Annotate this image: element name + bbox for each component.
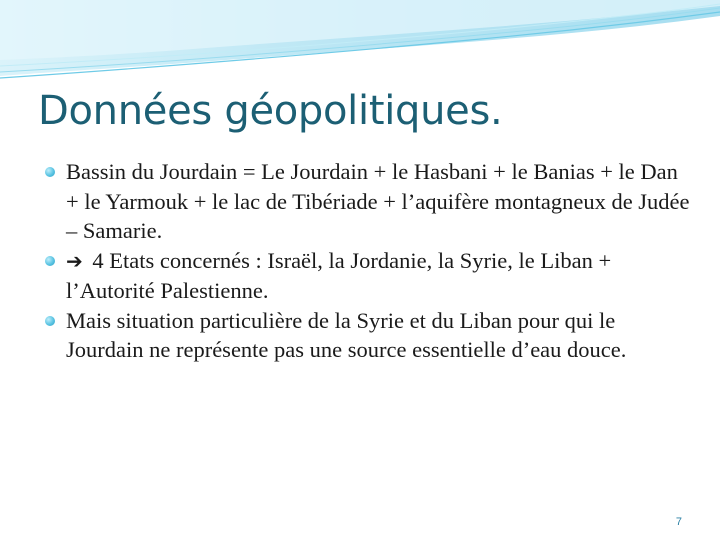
page-number: 7 [675, 516, 682, 528]
bullet-item [44, 157, 694, 246]
bullet-dot-icon [45, 167, 55, 177]
slide-title: Données géopolitiques. [38, 88, 503, 134]
right-arrow-icon: ➔ [66, 248, 83, 273]
bullet-item [44, 306, 694, 365]
bullet-dot-icon [45, 256, 55, 266]
bullet-dot-icon [45, 316, 55, 326]
bullet-text: 4 Etats concernés : Israël, la Jordanie, la Syrie, le Liban + l’Autorité Palestienne. [66, 247, 612, 303]
bullet-item [44, 246, 694, 306]
bullet-list [44, 157, 694, 365]
bullet-text: Mais situation particulière de la Syrie et du Liban pour qui le Jourdain ne représente pas une source essentielle d’eau douce. [66, 307, 627, 362]
bullet-text: Bassin du Jourdain = Le Jourdain + le Hasbani + le Banias + le Dan + le Yarmouk + le lac de Tibériade + l’aquifère montagneux de Judée – Samarie. [66, 159, 690, 243]
header-wave-decoration [0, 0, 720, 90]
